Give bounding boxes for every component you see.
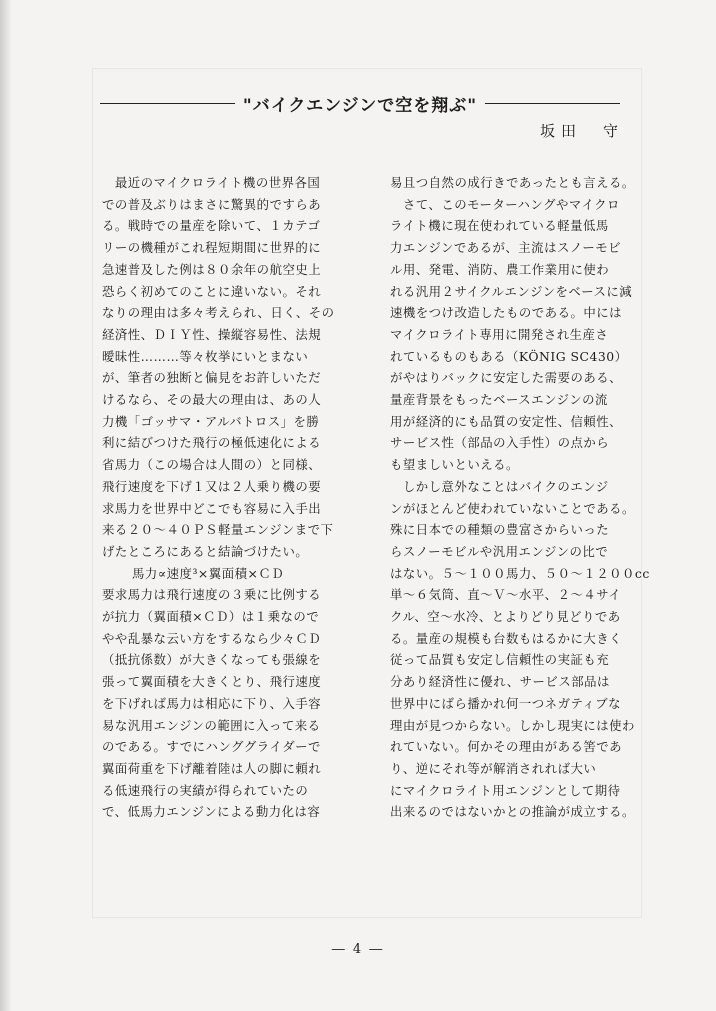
body-line: しかし意外なことはバイクのエンジ bbox=[390, 478, 609, 494]
body-line: 殊に日本での種類の豊富さからいった bbox=[390, 522, 610, 538]
article-title-row bbox=[100, 90, 620, 116]
title-rule-right bbox=[485, 103, 620, 104]
left-column bbox=[102, 172, 364, 823]
body-line: けるなら、その最大の理由は、あの人 bbox=[102, 392, 322, 408]
article-title: "バイクエンジンで空を翔ぶ" bbox=[242, 95, 478, 116]
body-line: る低速飛行の実績が得られていたの bbox=[102, 782, 309, 798]
body-line: やや乱暴な云い方をするなら少々ＣＤ bbox=[102, 630, 322, 646]
right-column bbox=[390, 172, 652, 823]
body-line: ンがほとんど使われていないことである。 bbox=[390, 500, 635, 516]
body-line: がやはりバックに安定した需要のある、 bbox=[390, 370, 623, 386]
body-line: ライト機に現在使われている軽量低馬 bbox=[390, 218, 609, 234]
body-line: る。量産の規模も台数もはるかに大きく bbox=[390, 630, 623, 646]
body-line: 世界中にばら播かれ何一つネガティブな bbox=[390, 695, 622, 711]
author-name: 坂田 守 bbox=[540, 122, 625, 140]
body-line: 曖昧性………等々枚挙にいとまない bbox=[102, 348, 309, 364]
body-line: 力エンジンであるが、主流はスノーモビ bbox=[390, 240, 622, 256]
page-number: ― 4 ― bbox=[331, 942, 385, 957]
body-line: サービス性（部品の入手性）の点から bbox=[390, 435, 610, 451]
body-line: 省馬力（この場合は人間の）と同様、 bbox=[102, 457, 322, 473]
page-edge-shadow bbox=[0, 0, 12, 1011]
body-line: なりの理由は多々考えられ、日く、その bbox=[102, 305, 335, 321]
body-line: のである。すでにハンググライダーで bbox=[102, 739, 321, 755]
title-rule-left bbox=[100, 103, 235, 104]
body-line: （抵抗係数）が大きくなっても張線を bbox=[102, 652, 322, 668]
body-line: 従って品質も安定し信頼性の実証も充 bbox=[390, 652, 610, 668]
body-line: 理由が見つからない。しかし現実には使わ bbox=[390, 717, 635, 733]
body-line: 単～６気筒、直～Ｖ～水平、２～４サイ bbox=[390, 587, 622, 603]
body-line: 分あり経済性に優れ、サービス部品は bbox=[390, 674, 610, 690]
body-line: り、逆にそれ等が解消されれば大い bbox=[390, 760, 597, 776]
body-line: での普及ぶりはまさに驚異的ですらあ bbox=[102, 196, 322, 212]
body-line: にマイクロライト用エンジンとして期待 bbox=[390, 782, 621, 798]
body-line: 易な汎用エンジンの範囲に入って来る bbox=[102, 717, 321, 733]
body-line: らスノーモビルや汎用エンジンの比で bbox=[390, 543, 609, 559]
body-line: げたところにあると結論づけたい。 bbox=[102, 543, 309, 559]
body-line: 求馬力を世界中どこでも容易に入手出 bbox=[102, 500, 322, 516]
body-line: はない。５～１００馬力、５０～１２００cc bbox=[390, 565, 650, 581]
body-line: れているものもある（KÖNIG SC430） bbox=[390, 348, 628, 364]
body-line: 要求馬力は飛行速度の３乗に比例する bbox=[102, 587, 322, 603]
body-line: れていない。何かその理由がある筈であ bbox=[390, 739, 623, 755]
body-line: 易且つ自然の成行きであったとも言える。 bbox=[390, 175, 635, 190]
body-line: 恐らく初めてのことに違いない。それ bbox=[102, 283, 322, 299]
body-line: マイクロライト専用に開発され生産さ bbox=[390, 326, 609, 342]
body-line: 飛行速度を下げ１又は２人乗り機の要 bbox=[102, 478, 322, 494]
body-line: 経済性、ＤＩＹ性、操縦容易性、法規 bbox=[102, 326, 322, 342]
body-line: 来る２０～４０ＰＳ軽量エンジンまで下 bbox=[102, 522, 334, 538]
body-line: 量産背景をもったベースエンジンの流 bbox=[390, 392, 608, 408]
body-line: 張って翼面積を大きくとり、飛行速度 bbox=[102, 674, 322, 690]
body-line: を下げれば馬力は相応に下り、入手容 bbox=[102, 695, 322, 711]
body-line: ル用、発電、消防、農工作業用に使わ bbox=[390, 261, 610, 277]
body-line: る。戦時での量産を除いて、１カテゴ bbox=[102, 218, 321, 234]
body-line: 力機「ゴッサマ・アルバトロス」を勝 bbox=[102, 413, 320, 429]
body-line: クル、空～水冷、とよりどり見どりであ bbox=[390, 609, 621, 625]
body-line: さて、このモーターハングやマイクロ bbox=[390, 196, 620, 212]
body-line: 急速普及した例は８０余年の航空史上 bbox=[102, 261, 322, 277]
body-line: も望ましいといえる。 bbox=[390, 457, 519, 473]
body-line: が、筆者の独断と偏見をお許しいただ bbox=[102, 370, 322, 386]
body-line: 出来るのではないかとの推論が成立する。 bbox=[390, 804, 635, 820]
body-line: 利に結びつけた飛行の極低速化による bbox=[102, 435, 322, 451]
formula-line: 馬力∝速度³×翼面積×ＣＤ bbox=[132, 565, 285, 581]
body-line: 最近のマイクロライト機の世界各国 bbox=[102, 175, 321, 190]
body-line: 速機をつけ改造したものである。中には bbox=[390, 305, 623, 321]
body-line: 翼面荷重を下げ離着陸は人の脚に頼れ bbox=[102, 760, 322, 776]
body-line: で、低馬力エンジンによる動力化は容 bbox=[102, 804, 321, 820]
body-line: が抗力（翼面積×ＣＤ）は１乗なので bbox=[102, 609, 320, 625]
body-line: れる汎用２サイクルエンジンをベースに減 bbox=[390, 283, 633, 299]
body-line: リーの機種がこれ程短期間に世界的に bbox=[102, 240, 322, 256]
body-line: 用が経済的にも品質の安定性、信頼性、 bbox=[390, 413, 623, 429]
